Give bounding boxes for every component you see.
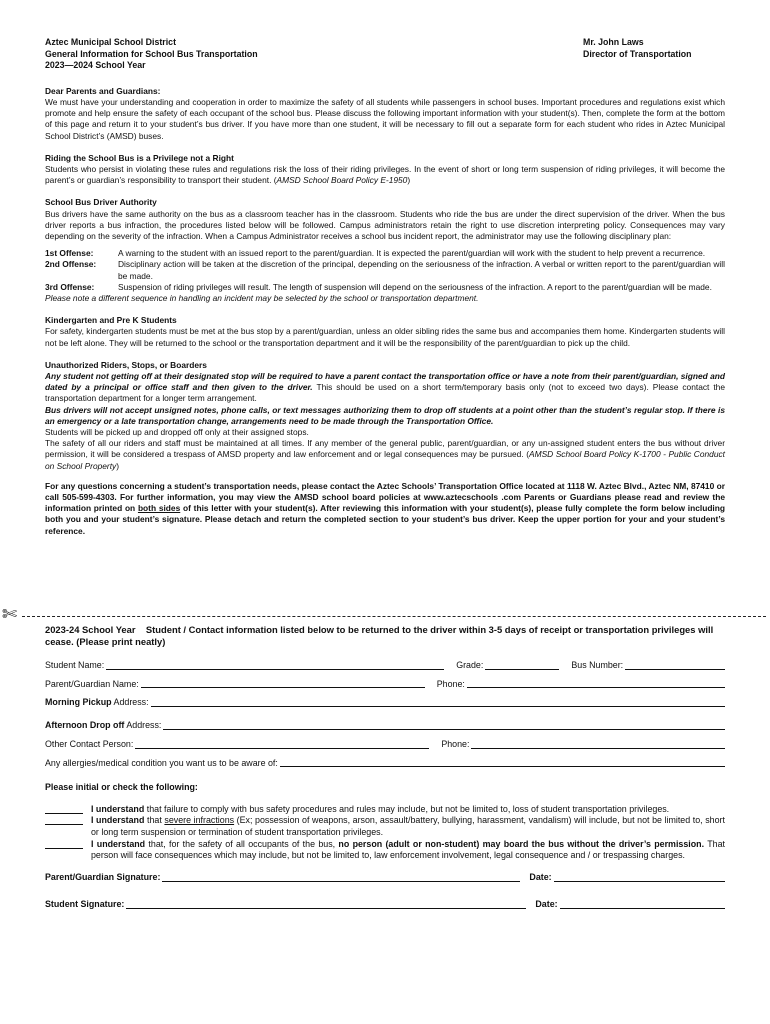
both-sides-emphasis: both sides bbox=[137, 503, 181, 514]
allergies-label: Any allergies/medical condition you want us to be aware of: bbox=[45, 757, 278, 768]
parent-signature-field[interactable] bbox=[162, 872, 520, 882]
document-title: General Information for School Bus Transportation bbox=[45, 48, 258, 59]
check-heading: Please initial or check the following: bbox=[45, 782, 198, 793]
letter-header bbox=[45, 37, 725, 72]
intro-section bbox=[45, 86, 725, 142]
morning-address-field[interactable] bbox=[151, 697, 725, 707]
grade-label: Grade: bbox=[456, 659, 484, 670]
other-contact-label: Other Contact Person: bbox=[45, 738, 134, 749]
offense-row bbox=[45, 282, 725, 293]
letter bbox=[45, 37, 725, 537]
disciplinary-note: Please note a different sequence in handling an incident may be selected by the school or transportation department. bbox=[45, 293, 479, 304]
policy-reference: AMSD School Board Policy K-1700 - Public Conduct on School Property bbox=[45, 449, 725, 471]
bus-number-label: Bus Number: bbox=[571, 659, 624, 670]
unauthorized-paragraph-3: Students will be picked up and dropped off only at their assigned stops. bbox=[45, 427, 309, 438]
offense-label: 2nd Offense: bbox=[45, 259, 97, 270]
director-title: Director of Transportation bbox=[583, 48, 692, 59]
unauthorized-heading: Unauthorized Riders, Stops, or Boarders bbox=[45, 359, 207, 370]
other-contact-row bbox=[45, 732, 725, 751]
student-name-label: Student Name: bbox=[45, 659, 105, 670]
kindergarten-heading: Kindergarten and Pre K Students bbox=[45, 315, 177, 326]
date-field-2[interactable] bbox=[560, 899, 725, 909]
date-field[interactable] bbox=[554, 872, 725, 882]
unauthorized-paragraph-1: Any student not getting off at their designated stop will be required to have a parent contact the transportation office or have a note from their parent/guardian, signed and dated by a principal or office staff and then given to the driver. This should be used on a short term/temporary basis only (not to exceed two days). Please contact the transportation department for a longer term arrangement. bbox=[45, 371, 725, 404]
student-name-field[interactable] bbox=[106, 660, 444, 670]
kindergarten-body: For safety, kindergarten students must be met at the bus stop by a parent/guardian, unless an older sibling rides the same bus and accompanies them home. Kindergarten students will not be left alone. They will be returned to the school or the transportation department and it will be the responsibility of the parent/guardian to pick up the child. bbox=[45, 326, 725, 348]
acknowledgement-item bbox=[45, 839, 725, 862]
director-name: Mr. John Laws bbox=[583, 37, 644, 47]
student-signature-field[interactable] bbox=[126, 899, 526, 909]
morning-pickup-label: Morning Pickup Address: bbox=[45, 697, 149, 708]
authority-section bbox=[45, 197, 725, 304]
form-title: 2023-24 School Year Student / Contact information listed below to be returned to the driver within 3-5 days of receipt or transportation privileges will cease. (Please print neatly) bbox=[45, 624, 714, 648]
acknowledgement-text: I understand that, for the safety of all occupants of the bus, no person (adult or non-student) may board the bus without the driver’s permission. That person will face consequences which may include, but not be limited to, law enforcement involvement, legal consequence and / or trespassing charges. bbox=[91, 838, 725, 861]
privilege-heading: Riding the School Bus is a Privilege not a Right bbox=[45, 152, 234, 163]
phone-field-2[interactable] bbox=[471, 739, 725, 749]
parent-row bbox=[45, 672, 725, 691]
offense-row bbox=[45, 248, 725, 259]
afternoon-row bbox=[45, 709, 725, 732]
afternoon-dropoff-label: Afternoon Drop off Address: bbox=[45, 720, 162, 731]
initial-field[interactable] bbox=[45, 804, 83, 814]
kindergarten-section bbox=[45, 315, 725, 349]
authority-body: Bus drivers have the same authority on the bus as a classroom teacher has in the classroom. Students who ride the bus are under the direct supervision of the driver. When the bus driver reports a bus infraction, the procedures listed below will be followed. Campus administrators retain the right to use discretion interpreting policy. Consequences may vary depending on the severity of the infraction. When a Campus Administrator receives a school bus incident report, the administrator may use the following disciplinary plan: bbox=[45, 208, 725, 242]
afternoon-address-field[interactable] bbox=[163, 720, 725, 730]
offense-label: 3rd Offense: bbox=[45, 281, 95, 292]
phone-field[interactable] bbox=[467, 678, 725, 688]
acknowledgement-item bbox=[45, 804, 725, 816]
unauthorized-paragraph-2: Bus drivers will not accept unsigned notes, phone calls, or text messages authorizing them to drop off students at a point other than the student’s regular stop. If there is an emergency or a late transportation change, arrangements need to be made through the Transportation Office. bbox=[45, 404, 725, 426]
parent-signature-label: Parent/Guardian Signature: bbox=[45, 872, 161, 883]
student-signature-label: Student Signature: bbox=[45, 899, 125, 910]
offense-label: 1st Offense: bbox=[45, 248, 94, 259]
unauthorized-paragraph-4: The safety of all our riders and staff must be maintained at all times. If any member of the general public, parent/guardian, or any un-assigned student enters the bus without driver permission, it will be considered a trespass of AMSD property and law enforcement and or legal consequences may be pursued. (AMSD School Board Policy K-1700 - Public Conduct on School Property) bbox=[45, 438, 725, 471]
intro-body: We must have your understanding and cooperation in order to maximize the safety of all students while passengers in school buses. Important procedures and regulations exist which promote and help ensure the safety of each occupant of the school bus. Please discuss the following important information with your student(s). Then, complete the form at the bottom of this page and return it to your student’s bus driver. If you have more than one student, it will be necessary to fill out a separate form for each student who rides in Aztec Municipal School District’s (AMSD) buses. bbox=[45, 96, 725, 141]
intro-heading: Dear Parents and Guardians: bbox=[45, 85, 161, 96]
student-row bbox=[45, 653, 725, 672]
acknowledgement-item bbox=[45, 815, 725, 838]
date-label-2: Date: bbox=[535, 899, 558, 910]
parent-signature-row bbox=[45, 872, 725, 884]
district-name: Aztec Municipal School District bbox=[45, 37, 176, 47]
privilege-body: Students who persist in violating these rules and regulations risk the loss of their riding privileges. In the event of short or long term suspension of riding privileges, it will become the parent’s or guardian’s responsibility to transport their student. (AMSD School Board Policy E-1950) bbox=[45, 164, 725, 186]
phone-label-2: Phone: bbox=[441, 738, 470, 749]
header-left bbox=[45, 37, 258, 72]
acknowledgement-text: I understand that severe infractions (Ex; possession of weapons, arson, assault/battery, bullying, harassment, vandalism) will include, but not be limited to, short or long term suspension or termination of student transportation privileges. bbox=[91, 815, 725, 838]
offense-text: Disciplinary action will be taken at the discretion of the principal, depending on the seriousness of the infraction. A verbal or written report to the parent/guardian will be made. bbox=[118, 259, 725, 281]
initial-field[interactable] bbox=[45, 839, 83, 849]
contact-paragraph: For any questions concerning a student’s transportation needs, please contact the Aztec Schools’ Transportation Office located at 1118 W. Aztec Blvd., Aztec NM, 87410 or call 505-599-4303. For further information, you may view the AMSD school board policies at www.aztecschools .com Parents or Guardians please read and review the information printed on both sides of this letter with your student(s). After reviewing this information with your student(s), please fully complete the form below including both you and your student’s signature. Please detach and return the completed section to your student’s bus driver. Keep the upper portion for your and your student’s reference. bbox=[45, 480, 725, 536]
offense-text: Suspension of riding privileges will result. The length of suspension will depend on the seriousness of the infraction. A report to the parent/guardian will be made. bbox=[118, 281, 712, 292]
privilege-section bbox=[45, 153, 725, 187]
dashed-cut-line bbox=[22, 616, 766, 617]
other-contact-field[interactable] bbox=[135, 739, 429, 749]
detach-line bbox=[0, 604, 770, 625]
unauthorized-section bbox=[45, 360, 725, 472]
offense-row bbox=[45, 259, 725, 281]
policy-reference: AMSD School Board Policy E-1950 bbox=[276, 175, 408, 186]
bus-number-field[interactable] bbox=[625, 660, 725, 670]
morning-row bbox=[45, 690, 725, 709]
parent-name-field[interactable] bbox=[141, 678, 425, 688]
grade-field[interactable] bbox=[485, 660, 559, 670]
student-signature-row bbox=[45, 899, 725, 911]
authority-heading: School Bus Driver Authority bbox=[45, 197, 157, 208]
phone-label: Phone: bbox=[436, 678, 465, 689]
offense-text: A warning to the student with an issued report to the parent/guardian. It is expected the parent/guardian will work with the student to help prevent a recurrence. bbox=[118, 248, 706, 259]
acknowledgement-text: I understand that failure to comply with bus safety procedures and rules may include, but not be limited to, loss of student transportation privileges. bbox=[91, 803, 670, 814]
allergies-field[interactable] bbox=[280, 757, 725, 767]
date-label: Date: bbox=[529, 872, 552, 883]
initial-field[interactable] bbox=[45, 815, 83, 825]
return-form bbox=[45, 624, 725, 911]
scissors-icon: ✄ bbox=[2, 604, 18, 625]
school-year: 2023—2024 School Year bbox=[45, 60, 146, 71]
header-right bbox=[583, 37, 725, 72]
allergies-row bbox=[45, 751, 725, 770]
parent-name-label: Parent/Guardian Name: bbox=[45, 678, 139, 689]
